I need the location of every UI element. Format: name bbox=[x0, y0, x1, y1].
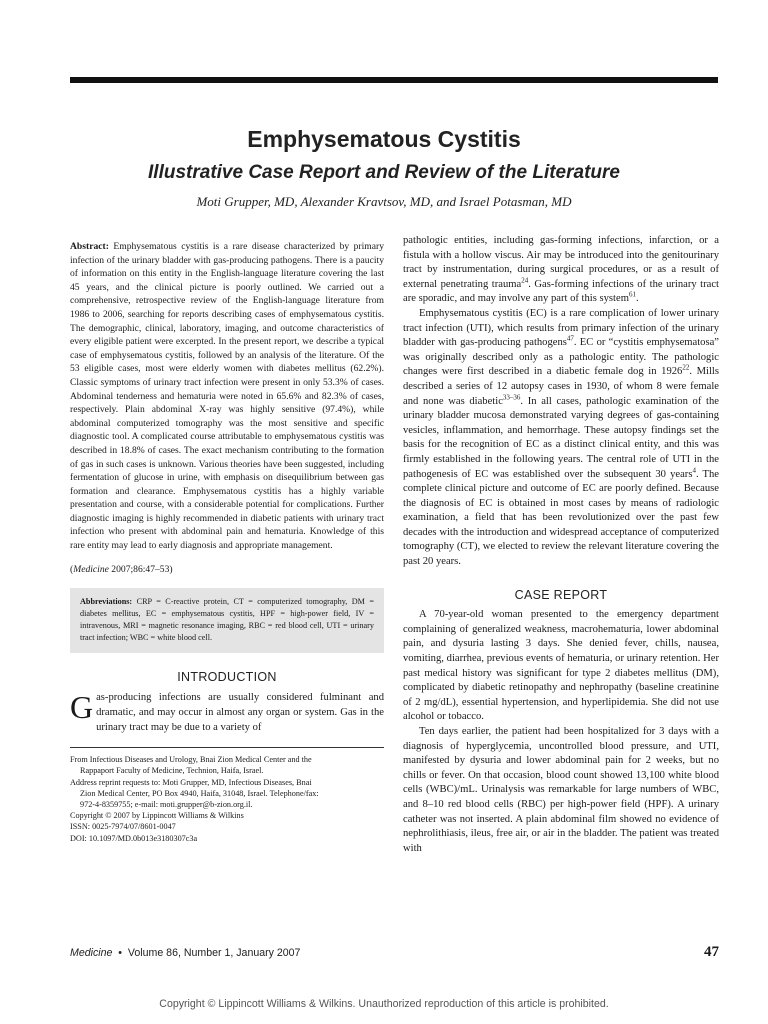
footnote-reprint-3: 972-4-8359755; e-mail: moti.grupper@b-zion.org.il. bbox=[80, 800, 253, 810]
article-authors: Moti Grupper, MD, Alexander Kravtsov, MD, and Israel Potasman, MD bbox=[196, 194, 572, 209]
case-report-heading: CASE REPORT bbox=[514, 587, 608, 602]
abbreviations-box bbox=[70, 588, 384, 654]
reference-47: 47 bbox=[566, 334, 574, 343]
footnote-copyright: Copyright © 2007 by Lippincott Williams & Wilkins bbox=[70, 811, 244, 821]
footnote-divider bbox=[70, 747, 384, 748]
article-subtitle: Illustrative Case Report and Review of the Literature bbox=[148, 162, 620, 183]
text-run: . EC or “cystitis emphysematosa” was originally described only as a pathologic entity. The pathologic changes were first described in a diabetic female dog in 1926 bbox=[403, 337, 719, 378]
left-column bbox=[70, 240, 384, 844]
paragraph-case-history: Ten days earlier, the patient had been hospitalized for 3 days with a diagnosis of hyperglycemia, uncontrolled blood pressure, and UTI, manifested by dysuria and lower abdominal pain for 2 weeks, but no chills or fever. On that occasion, blood count showed 13,100 white blood cells (WBC)/mL. Urinalysis was remarkable for large numbers of WBC, and 8–10 red blood cells (RBC) per high-power field (HPF). A urinary catheter was not inserted. A plain abdominal film showed no evidence of nephrolithiasis, ileus, free air, or air in the bladder. The patient was treated with bbox=[403, 726, 719, 854]
footnote-reprint-1: Address reprint requests to: Moti Grupper, MD, Infectious Diseases, Bnai bbox=[70, 777, 312, 787]
reference-24: 24 bbox=[521, 276, 529, 285]
paragraph-case-presentation: A 70-year-old woman presented to the emergency department complaining of generalized weakness, macrohematuria, lower abdominal pain, and dysuria lasting 3 days. She denied fever, chills, nausea, vomiting, diarrhea, previous events of hematuria, or urinary retention. Her past medical history was significant for type 2 diabetes mellitus (DM), complicated by diabetic retinopathy and nephropathy (baseline creatinine of 2 mg/dL), essential hypertension, and hyperlipidemia. She did not use alcohol or tobacco. bbox=[403, 609, 719, 723]
abbreviations-label: Abbreviations: bbox=[80, 596, 133, 606]
page-number: 47 bbox=[704, 944, 719, 960]
introduction-heading: INTRODUCTION bbox=[177, 670, 277, 685]
text-run: . In all cases, pathologic examination of the urinary bladder mucosa demonstrated varying degrees of gas-containing vesicles, inflammation, and hemorrhage. These autopsy findings set the basis for the recognition of EC as a distinct clinical entity, and this was firmly established in the following years. The central role of UTI in the pathogenesis of EC was established over the subsequent 30 years bbox=[403, 395, 719, 480]
footnote-issn: ISSN: 0025-7974/07/8601-0047 bbox=[70, 822, 176, 832]
footer-bullet: • bbox=[118, 947, 123, 959]
text-run: . Mills described a series of 12 autopsy cases in 1930, of whom 8 were female and none was diabetic bbox=[403, 366, 720, 407]
text-run: Emphysematous cystitis (EC) is a rare complication of lower urinary tract infection (UTI), which results from primary infection of the urinary bladder with gas-producing pathogens bbox=[403, 307, 719, 349]
right-column bbox=[403, 234, 719, 856]
reference-33-36: 33–36 bbox=[502, 393, 521, 401]
reference-61: 61 bbox=[628, 290, 636, 299]
footer-journal-name: Medicine bbox=[70, 947, 113, 959]
footer-journal-info bbox=[70, 947, 300, 959]
text-run: . The complete clinical picture and outcome of EC are poorly defined. Because the diagnosis of EC is obtained in most cases by means of radiologic examination, a field that has been revolutionized over the past few decades with the introduction and widespread acceptance of computerized tomography (CT), we elected to review the relevant literature covering the past 20 years. bbox=[403, 468, 719, 568]
citation-rest: 2007;86:47–53) bbox=[108, 563, 173, 575]
reference-4: 4 bbox=[692, 465, 696, 474]
introduction-paragraph: as-producing infections are usually considered fulminant and dramatic, and may occur in almost any organ or system. Gas in the urinary tract may be due to a variety of bbox=[96, 692, 384, 733]
citation-journal: Medicine bbox=[73, 563, 109, 575]
citation-open: ( bbox=[70, 563, 74, 575]
footnote-reprint-2: Zion Medical Center, PO Box 4940, Haifa, 31048, Israel. Telephone/fax: bbox=[80, 788, 319, 798]
text-run: pathologic entities, including gas-forming infections, infarction, or a fistula with a hollow viscus. Air may be introduced into the genitourinary tract by instrumentation, during surgical procedures, or as a result of external penetrating trauma bbox=[403, 235, 719, 290]
paragraph-ec-background bbox=[403, 307, 719, 570]
abstract-text: Emphysematous cystitis is a rare disease characterized by primary infection of the urinary bladder with gas-producing pathogens. There is a paucity of information on this entity in the English-language literature covering the last 45 years, and the clinical picture is poorly outlined. We carried out a comprehensive, retrospective review of the English-language literature from 1986 to 2006, searching for reports describing cases of emphysematous cystitis. The demographic, clinical, laboratory, imaging, and outcome characteristics of every eligible patient were excerpted. In the present report, we describe a typical case of emphysematous cystitis, followed by an analysis of the literature. Of the 53 eligible cases, most were elderly women with diabetes mellitus (62.2%). Classic symptoms of urinary tract infection were present in only 53.3% of cases. Abdominal tenderness and hematuria were noted in 65.6% and 82.3% of cases, respectively. Plain abdominal X-ray was highly sensitive (97.4%), while abdominal computerized tomography was the most sensitive and specific diagnostic tool. A complicated course attributable to emphysematous cystitis was described in 18.8% of cases. The exact mechanism contributing to the formation of gas in such cases is unknown. Various theories have been suggested, including fermentation of glucose in urine, with emphasis on disequilibrium between gas formation and clearance. Emphysematous cystitis has a highly variable presentation and course, with a considerable potential for complications. Further diagnostic imaging is highly recommended in diabetic patients with urinary tract infection who present with abdominal pain and hematuria. Knowledge of this rare entity may lead to early diagnosis and appropriate management. bbox=[70, 241, 384, 552]
text-run: . bbox=[635, 293, 639, 305]
footnote-affiliation-2: Rappaport Faculty of Medicine, Technion, Haifa, Israel. bbox=[80, 766, 264, 776]
abstract-label: Abstract: bbox=[70, 241, 109, 252]
citation bbox=[70, 563, 384, 576]
footer-issue: Volume 86, Number 1, January 2007 bbox=[127, 947, 301, 959]
copyright-notice: Copyright © Lippincott Williams & Wilkins. Unauthorized reproduction of this article is prohibited. bbox=[159, 998, 609, 1010]
dropcap-letter: G bbox=[70, 689, 94, 726]
abstract bbox=[70, 240, 384, 553]
introduction-text bbox=[70, 691, 384, 735]
header-rule bbox=[70, 77, 718, 83]
paragraph-gas-sources bbox=[403, 234, 719, 307]
reference-22: 22 bbox=[682, 363, 690, 372]
footnote-doi: DOI: 10.1097/MD.0b013e3180307c3a bbox=[70, 833, 198, 843]
text-run: . Gas-forming infections of the urinary tract are sporadic, and may involve any part of this system bbox=[403, 278, 719, 305]
footnote-affiliation-1: From Infectious Diseases and Urology, Bnai Zion Medical Center and the bbox=[70, 755, 312, 765]
article-title: Emphysematous Cystitis bbox=[247, 126, 521, 152]
footnote bbox=[70, 754, 384, 844]
abbreviations-text: CRP = C-reactive protein, CT = computerized tomography, DM = diabetes mellitus, EC = emphysematous cystitis, HPF = high-power field, IV = intravenous, MRI = magnetic resonance imaging, RBC = red blood cell, UTI = urinary tract infection; WBC = white blood cell. bbox=[80, 596, 375, 643]
